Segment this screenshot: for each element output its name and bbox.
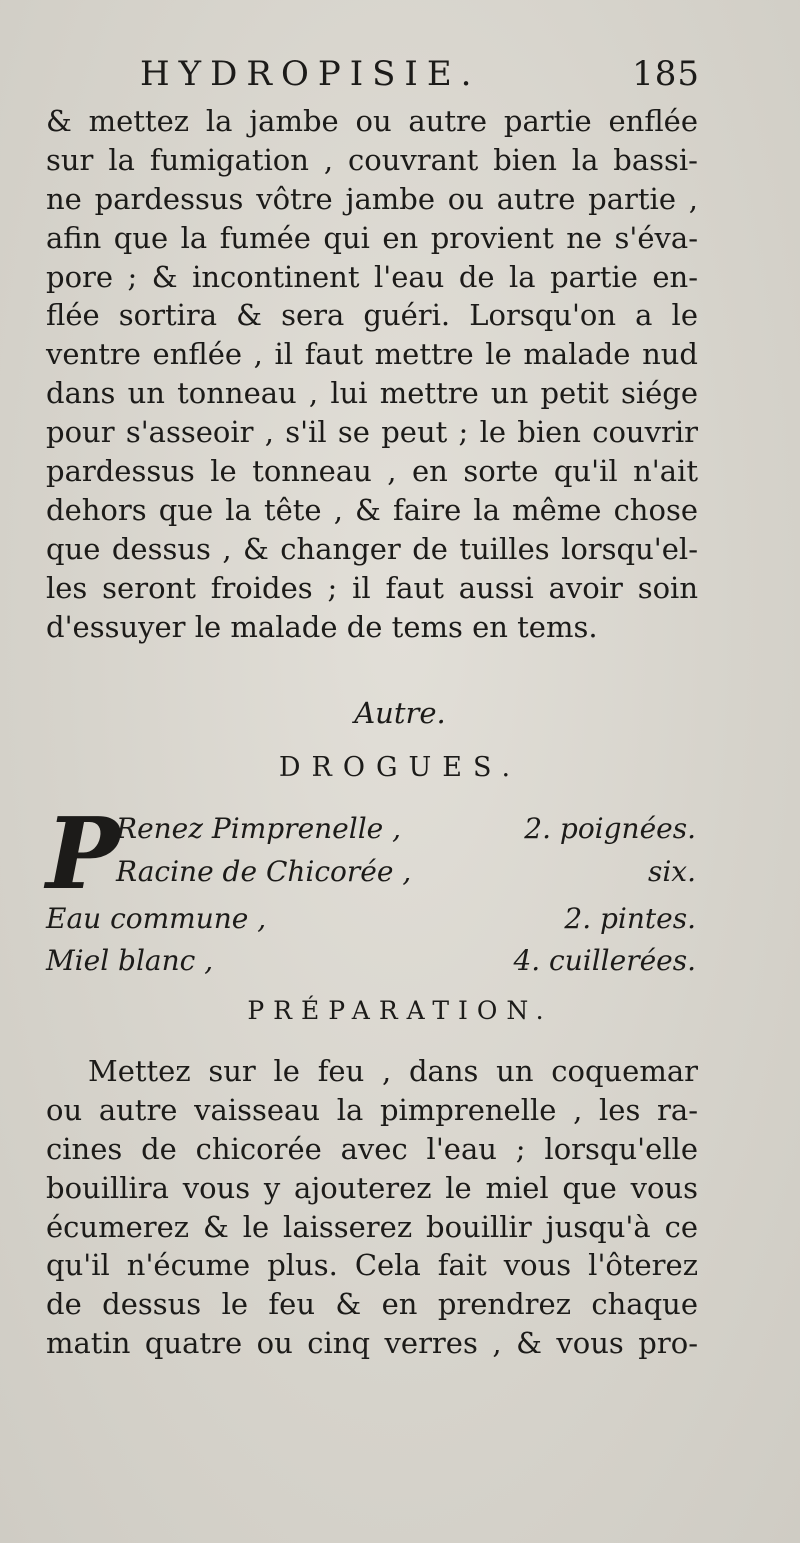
drug-name: Miel blanc ,	[46, 944, 214, 977]
paragraph-fumigation	[46, 102, 698, 646]
drug-row	[46, 855, 696, 895]
page-number: 185	[632, 54, 700, 94]
text-line: qu'il n'écume plus. Cela fait vous l'ôterez	[46, 1248, 698, 1283]
text-line: sur la fumigation , couvrant bien la bassi-	[46, 142, 698, 177]
drug-quantity: 2. poignées.	[524, 812, 696, 845]
drug-name: Racine de Chicorée ,	[116, 855, 412, 888]
subheading-drugs: DROGUES.	[278, 752, 522, 783]
text-line: cines de chicorée avec l'eau ; lorsqu'elle	[46, 1131, 698, 1166]
text-line: bouillira vous y ajouterez le miel que vous	[46, 1170, 698, 1205]
drug-row	[46, 944, 696, 984]
drop-cap: P	[46, 797, 120, 912]
drug-quantity: 4. cuillerées.	[513, 944, 696, 977]
text-line: ventre enflée , il faut mettre le malade nud	[46, 337, 698, 372]
running-head	[140, 54, 700, 106]
text-line: afin que la fumée qui en provient ne s'éva-	[46, 220, 698, 255]
text-line: Mettez sur le feu , dans un coquemar	[88, 1054, 698, 1088]
paragraph-preparation	[46, 1052, 698, 1363]
text-line: & mettez la jambe ou autre partie enflée	[46, 104, 698, 138]
page-title: HYDROPISIE.	[140, 54, 481, 94]
drug-quantity: 2. pintes.	[564, 902, 696, 935]
text-line: pore ; & incontinent l'eau de la partie en-	[46, 259, 698, 294]
text-line: dans un tonneau , lui mettre un petit siége	[46, 376, 698, 411]
text-line: matin quatre ou cinq verres , & vous pro-	[46, 1326, 698, 1361]
drug-row	[46, 812, 696, 852]
drug-quantity: six.	[647, 855, 696, 888]
subheading-preparation: PRÉPARATION.	[247, 996, 553, 1025]
text-line: de dessus le feu & en prendrez chaque	[46, 1287, 698, 1322]
text-line: pour s'asseoir , s'il se peut ; le bien couvrir	[46, 415, 698, 450]
text-line: flée sortira & sera guéri. Lorsqu'on a le	[46, 298, 698, 333]
text-line: les seront froides ; il faut aussi avoir soin	[46, 570, 698, 605]
text-line: que dessus , & changer de tuilles lorsqu'el-	[46, 531, 698, 566]
text-line: dehors que la tête , & faire la même chose	[46, 492, 698, 527]
text-line: d'essuyer le malade de tems en tems.	[46, 609, 598, 644]
subheading-other: Autre.	[354, 696, 446, 730]
drug-name: Renez Pimprenelle ,	[116, 812, 402, 845]
drug-row	[46, 902, 696, 942]
text-line: ne pardessus vôtre jambe ou autre partie ,	[46, 181, 698, 216]
text-line: pardessus le tonneau , en sorte qu'il n'ait	[46, 454, 698, 489]
text-line: ou autre vaisseau la pimprenelle , les ra-	[46, 1092, 698, 1127]
text-line: écumerez & le laisserez bouillir jusqu'à ce	[46, 1209, 698, 1244]
drug-name: Eau commune ,	[46, 902, 267, 935]
